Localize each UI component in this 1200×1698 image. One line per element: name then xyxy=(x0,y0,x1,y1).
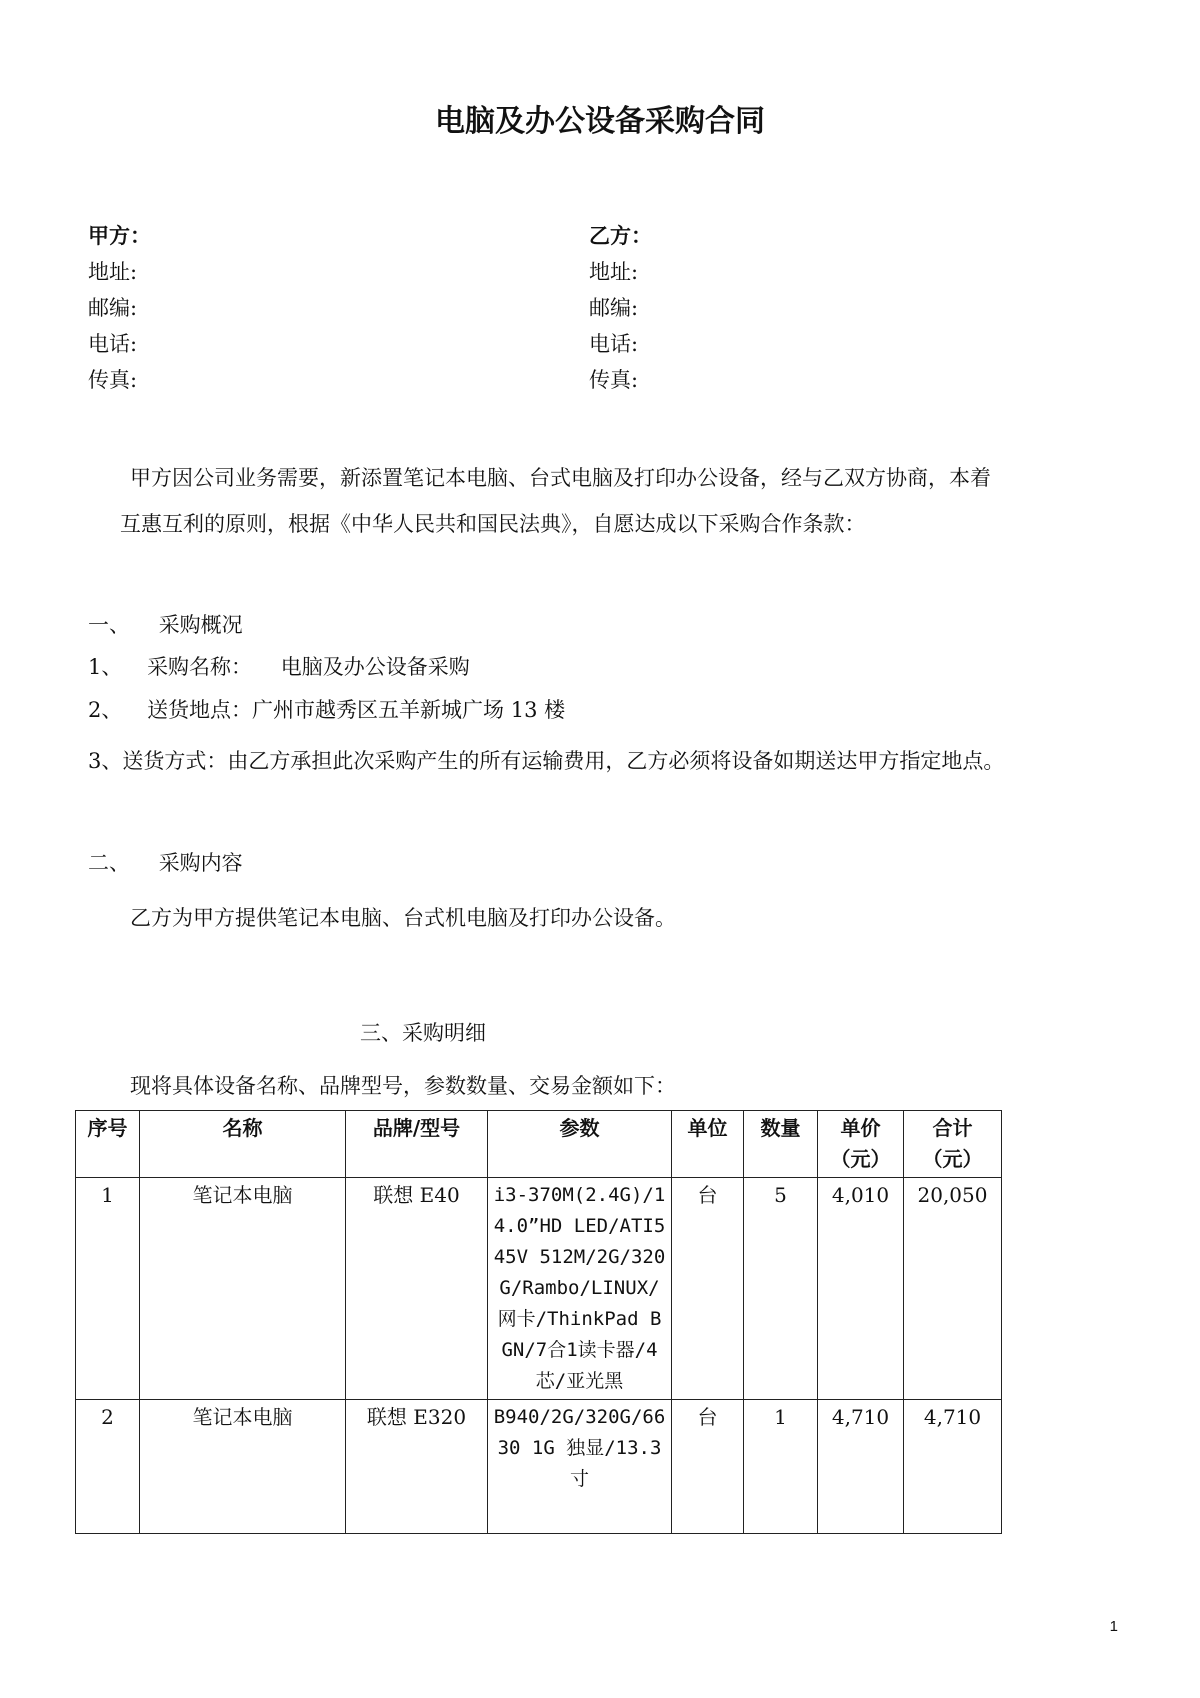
purchase-items-table xyxy=(75,1110,1002,1534)
cell-params: B940/2G/320G/6630 1G 独显/13.3寸 xyxy=(488,1400,672,1534)
party-b-address: 地址: xyxy=(589,260,639,284)
section-2-heading xyxy=(88,847,243,877)
party-a-phone: 电话: xyxy=(88,332,138,356)
section-1-item-3: 3、送货方式：由乙方承担此次采购产生的所有运输费用，乙方必须将设备如期送达甲方指定地点。 xyxy=(88,749,1005,773)
item-1-value: 电脑及办公设备采购 xyxy=(280,655,470,679)
party-b-block xyxy=(589,218,652,398)
section-1-item-2 xyxy=(88,694,565,724)
document-title: 电脑及办公设备采购合同 xyxy=(435,104,765,139)
party-a-block xyxy=(88,218,151,398)
section-1-item-1 xyxy=(88,651,470,681)
party-b-phone: 电话: xyxy=(589,332,639,356)
cell-no: 1 xyxy=(76,1178,140,1400)
section-1-number: 一、 xyxy=(88,613,130,637)
header-qty: 数量 xyxy=(744,1111,818,1178)
section-2-body: 乙方为甲方提供笔记本电脑、台式机电脑及打印办公设备。 xyxy=(130,906,676,930)
header-unit: 单位 xyxy=(672,1111,744,1178)
cell-params: i3-370M(2.4G)/14.0”HD LED/ATI545V 512M/2G/320G/Rambo/LINUX/网卡/ThinkPad BGN/7合1读卡器/4芯/亚光黑 xyxy=(488,1178,672,1400)
party-b-label: 乙方： xyxy=(589,224,652,248)
party-a-label: 甲方： xyxy=(88,224,151,248)
party-a-fax: 传真: xyxy=(88,368,138,392)
section-1-heading xyxy=(88,609,243,639)
cell-unit: 台 xyxy=(672,1400,744,1534)
intro-line-2: 互惠互利的原则，根据《中华人民共和国民法典》，自愿达成以下采购合作条款： xyxy=(120,512,866,536)
cell-total: 4,710 xyxy=(904,1400,1002,1534)
item-2-text: 送货地点：广州市越秀区五羊新城广场 13 楼 xyxy=(147,698,566,722)
party-b-fax: 传真: xyxy=(589,368,639,392)
party-a-postcode: 邮编: xyxy=(88,296,138,320)
item-1-label: 采购名称： xyxy=(147,655,253,679)
cell-name: 笔记本电脑 xyxy=(140,1400,346,1534)
page-number: 1 xyxy=(1109,1618,1118,1635)
header-name: 名称 xyxy=(140,1111,346,1178)
party-b-postcode: 邮编: xyxy=(589,296,639,320)
cell-qty: 1 xyxy=(744,1400,818,1534)
cell-unit: 台 xyxy=(672,1178,744,1400)
cell-no: 2 xyxy=(76,1400,140,1534)
cell-price: 4,710 xyxy=(818,1400,904,1534)
header-total: 合计（元） xyxy=(904,1111,1002,1178)
party-a-address: 地址: xyxy=(88,260,138,284)
cell-price: 4,010 xyxy=(818,1178,904,1400)
table-header-row xyxy=(76,1111,1002,1178)
header-model: 品牌/型号 xyxy=(346,1111,488,1178)
section-2-number: 二、 xyxy=(88,851,130,875)
section-3-intro: 现将具体设备名称、品牌型号，参数数量、交易金额如下： xyxy=(130,1074,676,1098)
cell-qty: 5 xyxy=(744,1178,818,1400)
table-row xyxy=(76,1400,1002,1534)
section-1-title: 采购概况 xyxy=(158,613,243,637)
cell-name: 笔记本电脑 xyxy=(140,1178,346,1400)
table-row xyxy=(76,1178,1002,1400)
section-2-title: 采购内容 xyxy=(158,851,243,875)
section-3-heading: 三、采购明细 xyxy=(360,1021,486,1045)
header-price: 单价（元） xyxy=(818,1111,904,1178)
header-no: 序号 xyxy=(76,1111,140,1178)
item-2-number: 2、 xyxy=(88,698,123,722)
cell-model: 联想 E40 xyxy=(346,1178,488,1400)
item-1-number: 1、 xyxy=(88,655,123,679)
cell-model: 联想 E320 xyxy=(346,1400,488,1534)
cell-total: 20,050 xyxy=(904,1178,1002,1400)
intro-line-1: 甲方因公司业务需要，新添置笔记本电脑、台式电脑及打印办公设备，经与乙双方协商，本着 xyxy=(130,466,991,490)
header-params: 参数 xyxy=(488,1111,672,1178)
